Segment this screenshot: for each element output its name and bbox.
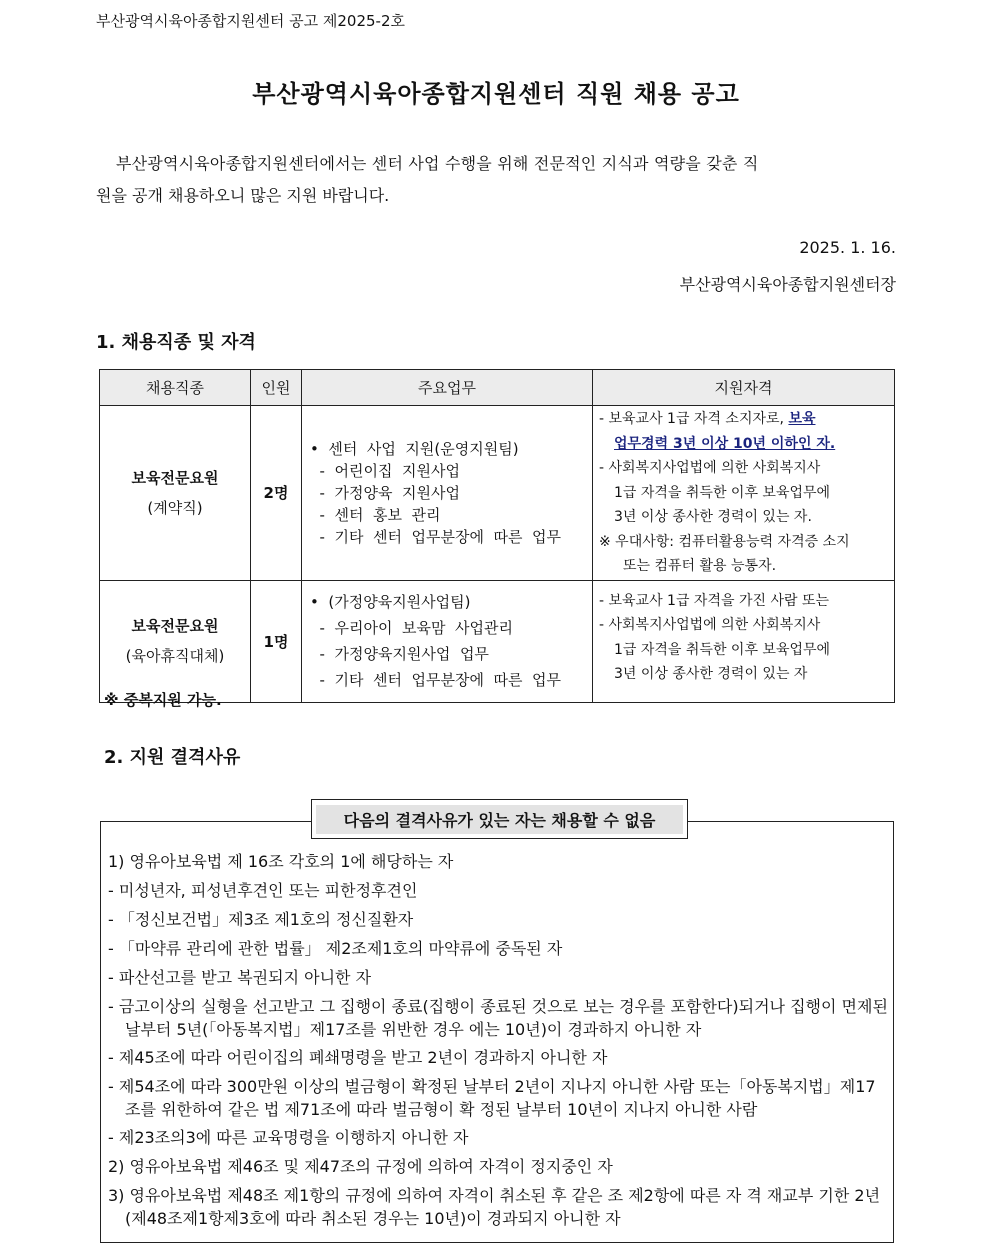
notice-date: 2025. 1. 16. <box>799 238 896 257</box>
intro-paragraph <box>96 148 896 212</box>
table-row <box>100 580 895 702</box>
duty-line: • (가정양육지원사업팀) <box>310 593 471 611</box>
col-header-count: 인원 <box>251 370 302 406</box>
notice-number: 부산광역시육아종합지원센터 공고 제2025-2호 <box>96 12 405 30</box>
duty-line: - 가정양육 지원사업 <box>310 483 460 502</box>
job-count: 2명 <box>251 406 302 581</box>
issuer: 부산광역시육아종합지원센터장 <box>679 275 896 294</box>
box-label-text: 다음의 결격사유가 있는 자는 채용할 수 없음 <box>316 805 683 834</box>
qual-highlight: 업무경력 3년 이상 10년 이하인 자. <box>614 435 836 452</box>
job-type: 보육전문요원 <box>131 468 219 487</box>
qual-line: - 사회복지사업법에 의한 사회복지사 <box>599 460 821 476</box>
job-type: 보육전문요원 <box>131 617 219 635</box>
list-item: - 「정신보건법」제3조 제1호의 정신질환자 <box>108 910 414 929</box>
list-item: - 파산선고를 받고 복권되지 아니한 자 <box>108 968 372 987</box>
duty-line: - 기타 센터 업무분장에 따른 업무 <box>310 527 562 546</box>
intro-line-2: 원을 공개 채용하오니 많은 지원 바랍니다. <box>96 186 390 205</box>
list-item: - 「마약류 관리에 관한 법률」 제2조제1호의 마약류에 중독된 자 <box>108 939 563 958</box>
qual-line: 또는 컴퓨터 활용 능통자. <box>623 558 777 574</box>
duty-line: - 센터 홍보 관리 <box>310 505 441 524</box>
page-title: 부산광역시육아종합지원센터 직원 채용 공고 <box>252 80 740 108</box>
job-count: 1명 <box>251 580 302 702</box>
qual-line: 1급 자격을 취득한 이후 보육업무에 <box>614 484 831 501</box>
duty-line: • 센터 사업 지원(운영지원팀) <box>310 439 519 458</box>
list-item: 2) 영유아보육법 제46조 및 제47조의 규정에 의하여 자격이 정지중인 자 <box>108 1157 613 1176</box>
duty-line: - 어린이집 지원사업 <box>310 461 460 480</box>
job-type-sub: (육아휴직대체) <box>125 647 225 665</box>
col-header-type: 채용직종 <box>100 370 251 406</box>
jobs-table <box>99 369 895 703</box>
qual-line <box>599 432 893 457</box>
list-item: 1) 영유아보육법 제 16조 각호의 1에 해당하는 자 <box>108 852 454 871</box>
section-2-heading: 2. 지원 결격사유 <box>104 747 241 768</box>
job-qualification <box>593 406 895 581</box>
col-header-qualification: 지원자격 <box>593 370 895 406</box>
list-item: - 미성년자, 피성년후견인 또는 피한정후견인 <box>108 881 418 900</box>
list-item: - 금고이상의 실형을 선고받고 그 집행이 종료(집행이 종료된 것으로 보는 경우를 포함한다)되거나 집행이 면제된 날부터 5년(「아동복지법」제17조를 위반한 경우 에는 10년)이 경과하지 아니한 자 <box>108 997 888 1039</box>
qual-line: 3년 이상 종사한 경력이 있는 자 <box>614 666 808 682</box>
list-item: - 제45조에 따라 어린이집의 폐쇄명령을 받고 2년이 경과하지 아니한 자 <box>108 1048 608 1067</box>
job-type-cell <box>100 580 251 702</box>
list-item: - 제23조의3에 따른 교육명령을 이행하지 아니한 자 <box>108 1128 469 1147</box>
job-qualification <box>593 580 895 702</box>
job-type-sub: (계약직) <box>147 498 203 517</box>
qual-text: - 보육교사 1급 자격 소지자로, <box>599 411 789 427</box>
qual-line: ※ 우대사항: 컴퓨터활용능력 자격증 소지 <box>599 533 850 550</box>
qual-line: - 사회복지사업법에 의한 사회복지사 <box>599 617 821 633</box>
qual-highlight: 보육 <box>788 411 816 427</box>
disqualification-list <box>108 850 888 1235</box>
qual-line: - 보육교사 1급 자격을 가진 사람 또는 <box>599 592 829 609</box>
table-header-row <box>100 370 895 406</box>
list-item: 3) 영유아보육법 제48조 제1항의 규정에 의하여 자격이 취소된 후 같은 조 제2항에 따른 자 격 재교부 기한 2년(제48조제1항제3호에 따라 취소된 경우는 10년)이 경과되지 아니한 자 <box>108 1186 881 1228</box>
qual-line: 1급 자격을 취득한 이후 보육업무에 <box>614 641 831 658</box>
intro-line-1: 부산광역시육아종합지원센터에서는 센터 사업 수행을 위해 전문적인 지식과 역량을 갖춘 직 <box>116 154 759 173</box>
duty-line: - 기타 센터 업무분장에 따른 업무 <box>310 671 562 689</box>
job-type-cell <box>100 406 251 581</box>
disqualification-box-label <box>311 799 688 839</box>
job-duties <box>302 406 593 581</box>
section-1-heading: 1. 채용직종 및 자격 <box>96 332 256 353</box>
duplicate-application-note: ※ 중복지원 가능. <box>104 691 222 709</box>
col-header-duties: 주요업무 <box>302 370 593 406</box>
duty-line: - 우리아이 보육맘 사업관리 <box>310 619 513 637</box>
job-duties <box>302 580 593 702</box>
qual-line: 3년 이상 종사한 경력이 있는 자. <box>614 509 812 525</box>
table-row <box>100 406 895 581</box>
qual-line <box>599 407 893 432</box>
duty-line: - 가정양육지원사업 업무 <box>310 645 489 663</box>
list-item: - 제54조에 따라 300만원 이상의 벌금형이 확정된 날부터 2년이 지나지 아니한 사람 또는「아동복지법」제17조를 위한하여 같은 법 제71조에 따라 벌금형이 확 정된 날부터 10년이 지나지 아니한 사람 <box>108 1077 876 1119</box>
